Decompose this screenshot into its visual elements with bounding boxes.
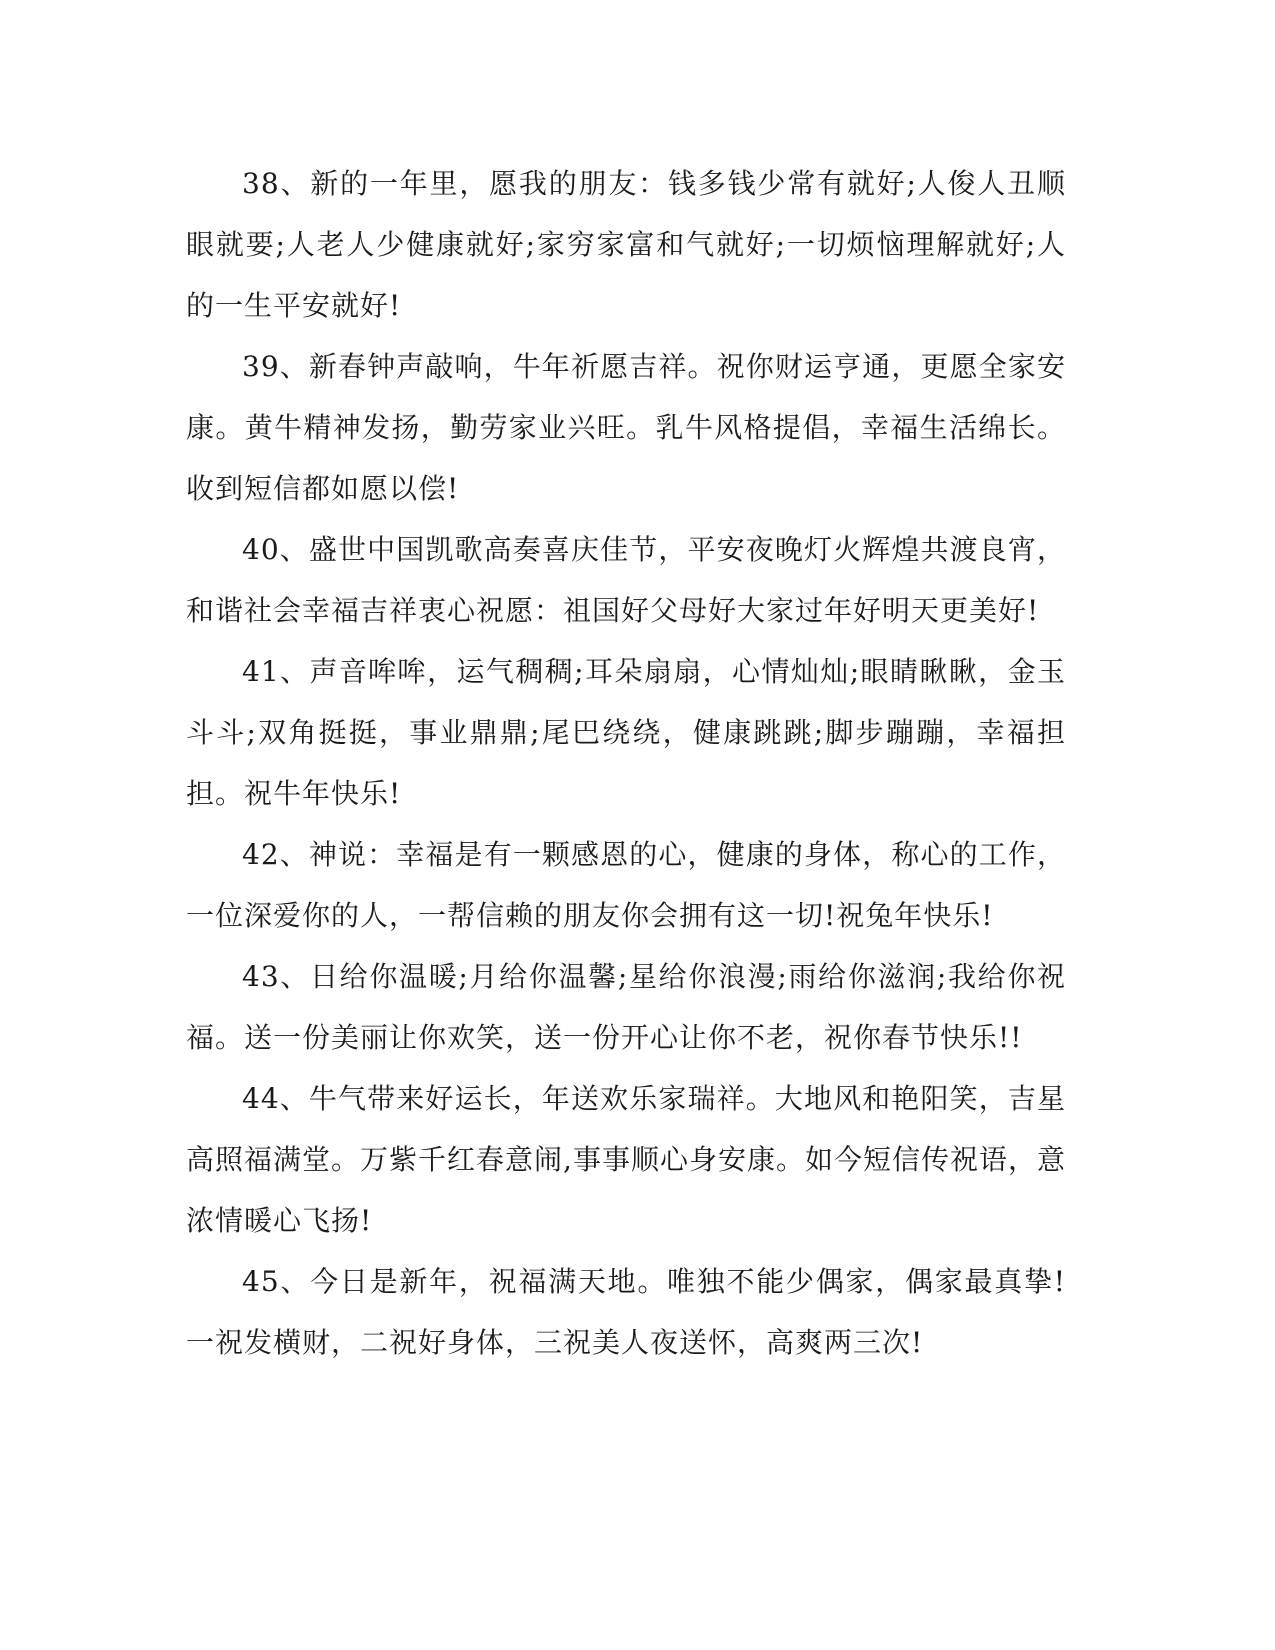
- paragraph-38: 38、新的一年里，愿我的朋友：钱多钱少常有就好;人俊人丑顺眼就要;人老人少健康就好;家穷家富和气就好;一切烦恼理解就好;人的一生平安就好!: [186, 167, 1066, 322]
- paragraph-39: 39、新春钟声敲响，牛年祈愿吉祥。祝你财运亨通，更愿全家安康。黄牛精神发扬，勤劳家业兴旺。乳牛风格提倡，幸福生活绵长。收到短信都如愿以偿!: [186, 350, 1066, 505]
- paragraph-42: 42、神说：幸福是有一颗感恩的心，健康的身体，称心的工作，一位深爱你的人，一帮信赖的朋友你会拥有这一切!祝兔年快乐!: [186, 838, 1066, 932]
- paragraph-41: 41、声音哞哞，运气稠稠;耳朵扇扇，心情灿灿;眼睛瞅瞅，金玉斗斗;双角挺挺，事业鼎鼎;尾巴绕绕，健康跳跳;脚步蹦蹦，幸福担担。祝牛年快乐!: [186, 655, 1066, 810]
- paragraph-44: 44、牛气带来好运长，年送欢乐家瑞祥。大地风和艳阳笑，吉星高照福满堂。万紫千红春意闹,事事顺心身安康。如今短信传祝语，意浓情暖心飞扬!: [186, 1082, 1066, 1237]
- paragraph-45: 45、今日是新年，祝福满天地。唯独不能少偶家，偶家最真挚!一祝发横财，二祝好身体，三祝美人夜送怀，高爽两三次!: [186, 1265, 1066, 1359]
- paragraph-40: 40、盛世中国凯歌高奏喜庆佳节，平安夜晚灯火辉煌共渡良宵，和谐社会幸福吉祥衷心祝愿：祖国好父母好大家过年好明天更美好!: [186, 533, 1066, 627]
- document-body: [186, 153, 1066, 1373]
- paragraph-43: 43、日给你温暖;月给你温馨;星给你浪漫;雨给你滋润;我给你祝福。送一份美丽让你欢笑，送一份开心让你不老，祝你春节快乐!!: [186, 960, 1066, 1054]
